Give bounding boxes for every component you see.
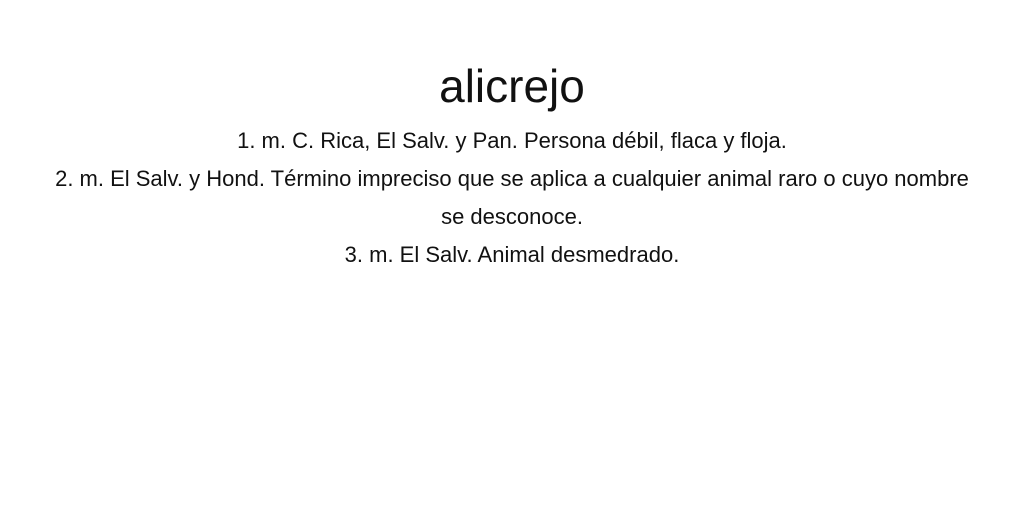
definition-list [52, 122, 972, 274]
headword: alicrejo [439, 60, 585, 112]
definition-item: 3. m. El Salv. Animal desmedrado. [344, 242, 680, 267]
definition-item: 2. m. El Salv. y Hond. Término impreciso que se aplica a cualquier animal raro o cuyo nombre se desconoce. [55, 166, 969, 229]
definition-item: 1. m. C. Rica, El Salv. y Pan. Persona débil, flaca y floja. [237, 128, 787, 153]
